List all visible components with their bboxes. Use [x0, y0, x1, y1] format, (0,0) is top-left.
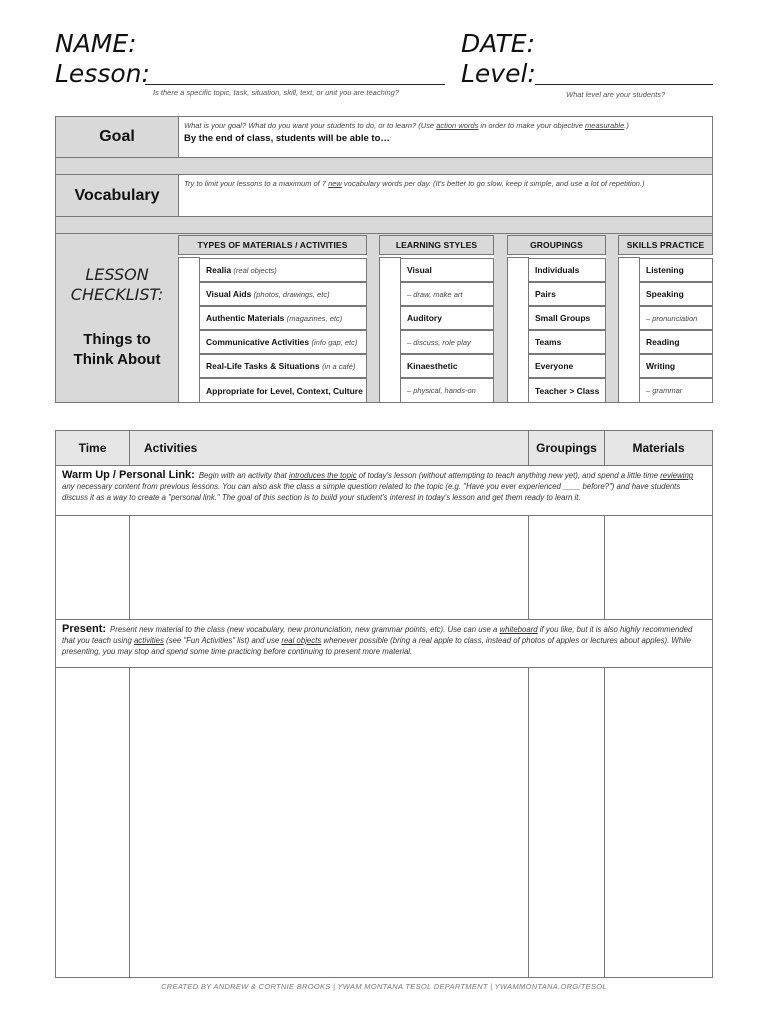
- spacer-row: [55, 157, 713, 175]
- skill-listening: Listening: [639, 258, 713, 282]
- col-header-time: Time: [55, 430, 130, 466]
- vocabulary-label-text: Vocabulary: [74, 186, 160, 204]
- materials-item-visual-aids: Visual Aids (photos, drawings, etc): [199, 282, 367, 306]
- skill-writing: Writing: [639, 354, 713, 378]
- skill-reading: Reading: [639, 330, 713, 354]
- materials-item-realia: Realia (real objects): [199, 258, 367, 282]
- level-label: Level:: [461, 59, 536, 88]
- vocabulary-field[interactable]: [178, 174, 713, 217]
- materials-header: TYPES OF MATERIALS / ACTIVITIES: [178, 235, 367, 255]
- goal-field[interactable]: [178, 116, 713, 158]
- vocabulary-hint: Try to limit your lessons to a maximum of 7 new vocabulary words per day. (It's better to go slow, keep it simple, and use a lot of repetition.): [184, 179, 645, 188]
- materials-item-communicative: Communicative Activities (info gap, etc): [199, 330, 367, 354]
- grouping-small-groups: Small Groups: [528, 306, 606, 330]
- learning-styles-checkbox-column[interactable]: [379, 257, 401, 403]
- col-header-materials: Materials: [604, 430, 713, 466]
- warmup-section-header: Warm Up / Personal Link: Begin with an activity that introduces the topic of today's lesson (without attempting to teach anything new yet), and spend a little time reviewing any necessary content from previous lessons. You can also ask the class a simple question related to the topic (e.g. "Have you ever experienced ____ before?") and have students discuss it as a way to create a "personal link." The goal of this section is to build your student's interest in today's lesson and get them ready to learn it.: [55, 465, 713, 516]
- warmup-materials-cell[interactable]: [604, 515, 713, 620]
- groupings-header: GROUPINGS: [507, 235, 606, 255]
- present-activities-cell[interactable]: [129, 667, 529, 978]
- present-title: Present:: [62, 623, 107, 635]
- checklist-subtitle: Things to Think About: [73, 331, 161, 368]
- skill-pronunciation: – pronunciation: [639, 306, 713, 330]
- warmup-groupings-cell[interactable]: [528, 515, 605, 620]
- date-label: DATE:: [461, 29, 536, 58]
- groupings-checkbox-column[interactable]: [507, 257, 529, 403]
- vocabulary-label: [55, 174, 179, 217]
- level-hint: What level are your students?: [566, 90, 666, 99]
- col-header-groupings: Groupings: [528, 430, 605, 466]
- goal-label: [55, 116, 179, 158]
- footer-credits: CREATED BY ANDREW & CORTNIE BROOKS | YWAM MONTANA TESOL DEPARTMENT | YWAMMONTANA.ORG/TESOL: [161, 982, 607, 991]
- lesson-field[interactable]: [145, 84, 445, 85]
- learning-style-kinaesthetic: Kinaesthetic: [400, 354, 494, 378]
- spacer-row: [55, 216, 713, 234]
- warmup-time-cell[interactable]: [55, 515, 130, 620]
- materials-item-authentic: Authentic Materials (magazines, etc): [199, 306, 367, 330]
- checklist-title: LESSON CHECKLIST:: [70, 265, 164, 304]
- warmup-activities-cell[interactable]: [129, 515, 529, 620]
- skills-checkbox-column[interactable]: [618, 257, 640, 403]
- goal-label-text: Goal: [99, 128, 135, 145]
- lesson-hint: Is there a specific topic, task, situation, skill, text, or unit you are teaching?: [153, 88, 399, 97]
- learning-style-visual-detail: – draw, make art: [400, 282, 494, 306]
- skill-speaking: Speaking: [639, 282, 713, 306]
- grouping-everyone: Everyone: [528, 354, 606, 378]
- level-field[interactable]: [535, 84, 713, 85]
- materials-checkbox-column[interactable]: [178, 257, 200, 403]
- lesson-label: Lesson:: [55, 59, 150, 88]
- goal-hint: What is your goal? What do you want your students to do, or to learn? (Use action words in order to make your objective measurable.): [184, 121, 629, 130]
- learning-style-auditory: Auditory: [400, 306, 494, 330]
- grouping-individuals: Individuals: [528, 258, 606, 282]
- learning-style-auditory-detail: – discuss, role play: [400, 330, 494, 354]
- name-label: NAME:: [55, 29, 137, 58]
- learning-style-visual: Visual: [400, 258, 494, 282]
- present-section-header: Present: Present new material to the class (new vocabulary, new pronunciation, new grammar points, etc). Use can use a whiteboard if you like, but it is also highly recommended that you teach using activities (see "Fun Activities" list) and use real objects whenever possible (bring a real apple to class, instead of photos of apples or lectures about apples). While presenting, you may stop and spend some time practicing before continuing to present more material.: [55, 619, 713, 668]
- materials-item-appropriate: Appropriate for Level, Context, Culture: [199, 378, 367, 403]
- materials-item-real-life: Real-Life Tasks & Situations (in a café): [199, 354, 367, 378]
- warmup-title: Warm Up / Personal Link:: [62, 469, 195, 481]
- learning-style-kinaesthetic-detail: – physical, hands-on: [400, 378, 494, 403]
- skill-grammar: – grammar: [639, 378, 713, 403]
- present-materials-cell[interactable]: [604, 667, 713, 978]
- goal-prompt: By the end of class, students will be able to…: [184, 133, 390, 144]
- grouping-teacher-class: Teacher > Class: [528, 378, 606, 403]
- present-time-cell[interactable]: [55, 667, 130, 978]
- grouping-teams: Teams: [528, 330, 606, 354]
- skills-header: SKILLS PRACTICE: [618, 235, 713, 255]
- col-header-activities: Activities: [129, 430, 529, 466]
- present-groupings-cell[interactable]: [528, 667, 605, 978]
- learning-styles-header: LEARNING STYLES: [379, 235, 494, 255]
- grouping-pairs: Pairs: [528, 282, 606, 306]
